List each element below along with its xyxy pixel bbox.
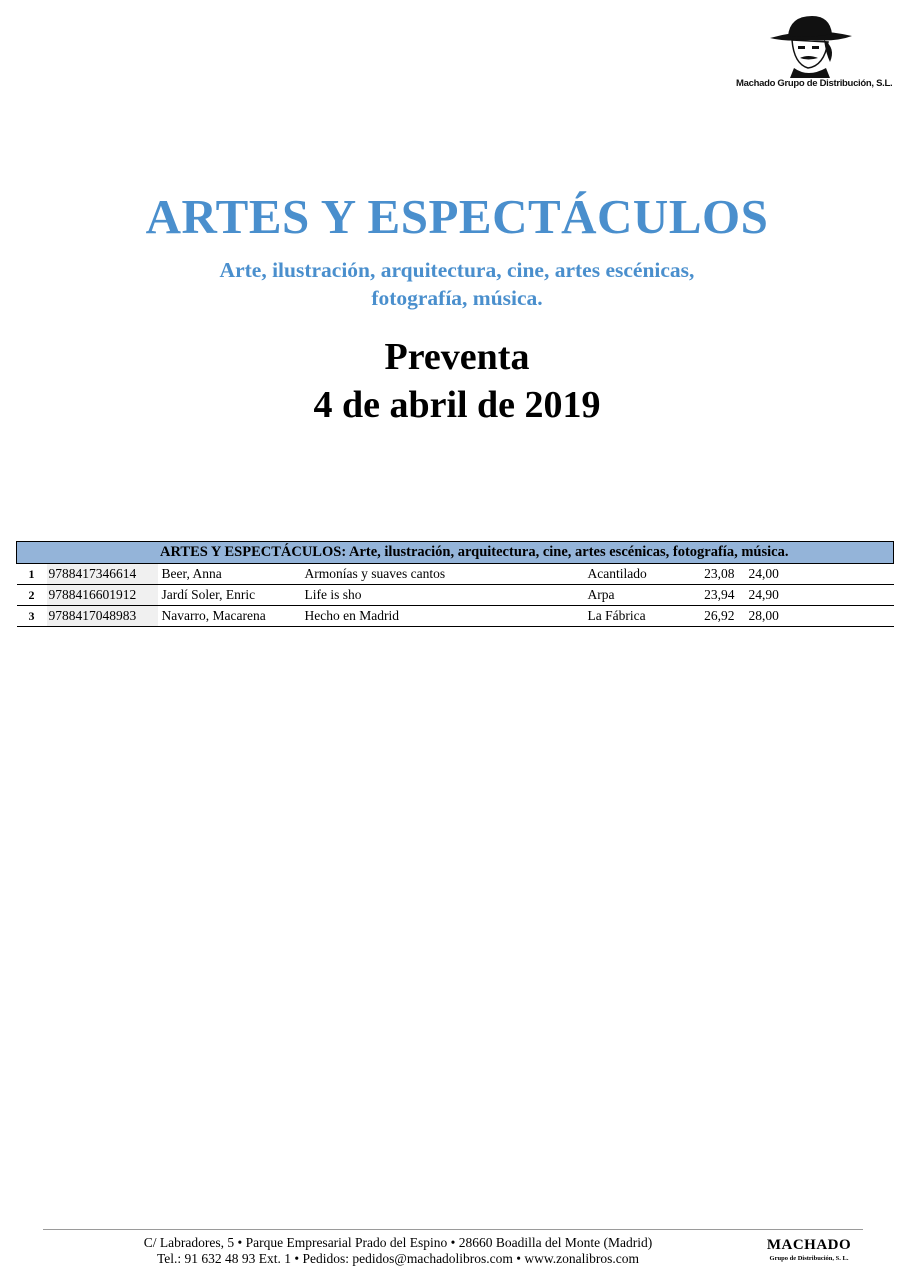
subtitle-line-1: Arte, ilustración, arquitectura, cine, artes escénicas, <box>219 258 695 282</box>
row-number: 2 <box>17 585 47 606</box>
row-title: Life is sho <box>305 585 588 606</box>
row-price-net: 26,92 <box>685 606 735 627</box>
row-isbn: 9788417346614 <box>47 564 158 585</box>
row-title: Armonías y suaves cantos <box>305 564 588 585</box>
row-price-pvp: 24,90 <box>735 585 894 606</box>
catalog-table <box>16 541 894 627</box>
row-author: Beer, Anna <box>158 564 305 585</box>
row-publisher: Acantilado <box>588 564 685 585</box>
page-subtitle <box>0 256 906 312</box>
preventa-date: 4 de abril de 2019 <box>313 384 601 426</box>
catalog-section-header: ARTES Y ESPECTÁCULOS: Arte, ilustración, arquitectura, cine, artes escénicas, fotografía, música. <box>17 542 894 564</box>
footer-brand-sub: Grupo de Distribución, S. L. <box>769 1255 849 1262</box>
footer-brand-name: MACHADO <box>766 1237 852 1253</box>
row-number: 1 <box>17 564 47 585</box>
row-price-net: 23,08 <box>685 564 735 585</box>
table-row <box>17 585 894 606</box>
company-logo <box>736 8 893 94</box>
row-price-pvp: 24,00 <box>735 564 894 585</box>
table-row <box>17 606 894 627</box>
row-number: 3 <box>17 606 47 627</box>
page-title: ARTES Y ESPECTÁCULOS <box>145 189 769 244</box>
preventa-block <box>0 333 906 429</box>
preventa-label: Preventa <box>384 336 530 378</box>
row-isbn: 9788416601912 <box>47 585 158 606</box>
subtitle-line-2: fotografía, música. <box>371 286 543 310</box>
row-author: Navarro, Macarena <box>158 606 305 627</box>
row-publisher: La Fábrica <box>588 606 685 627</box>
row-title: Hecho en Madrid <box>305 606 588 627</box>
hat-face-logo-icon <box>766 12 856 78</box>
row-price-net: 23,94 <box>685 585 735 606</box>
row-price-pvp: 28,00 <box>735 606 894 627</box>
footer-address: C/ Labradores, 5 • Parque Empresarial Prado del Espino • 28660 Boadilla del Monte (Madrid) <box>143 1235 653 1250</box>
row-author: Jardí Soler, Enric <box>158 585 305 606</box>
catalog-header-row <box>17 542 894 564</box>
footer-contact-line: Tel.: 91 632 48 93 Ext. 1 • Pedidos: pedidos@machadolibros.com • www.zonalibros.com <box>157 1251 639 1266</box>
table-row <box>17 564 894 585</box>
footer-divider <box>43 1229 863 1230</box>
row-publisher: Arpa <box>588 585 685 606</box>
row-isbn: 9788417048983 <box>47 606 158 627</box>
logo-text: Machado Grupo de Distribución, S.L. <box>736 78 893 89</box>
footer-contact <box>0 1235 796 1267</box>
footer-brand <box>754 1237 864 1262</box>
